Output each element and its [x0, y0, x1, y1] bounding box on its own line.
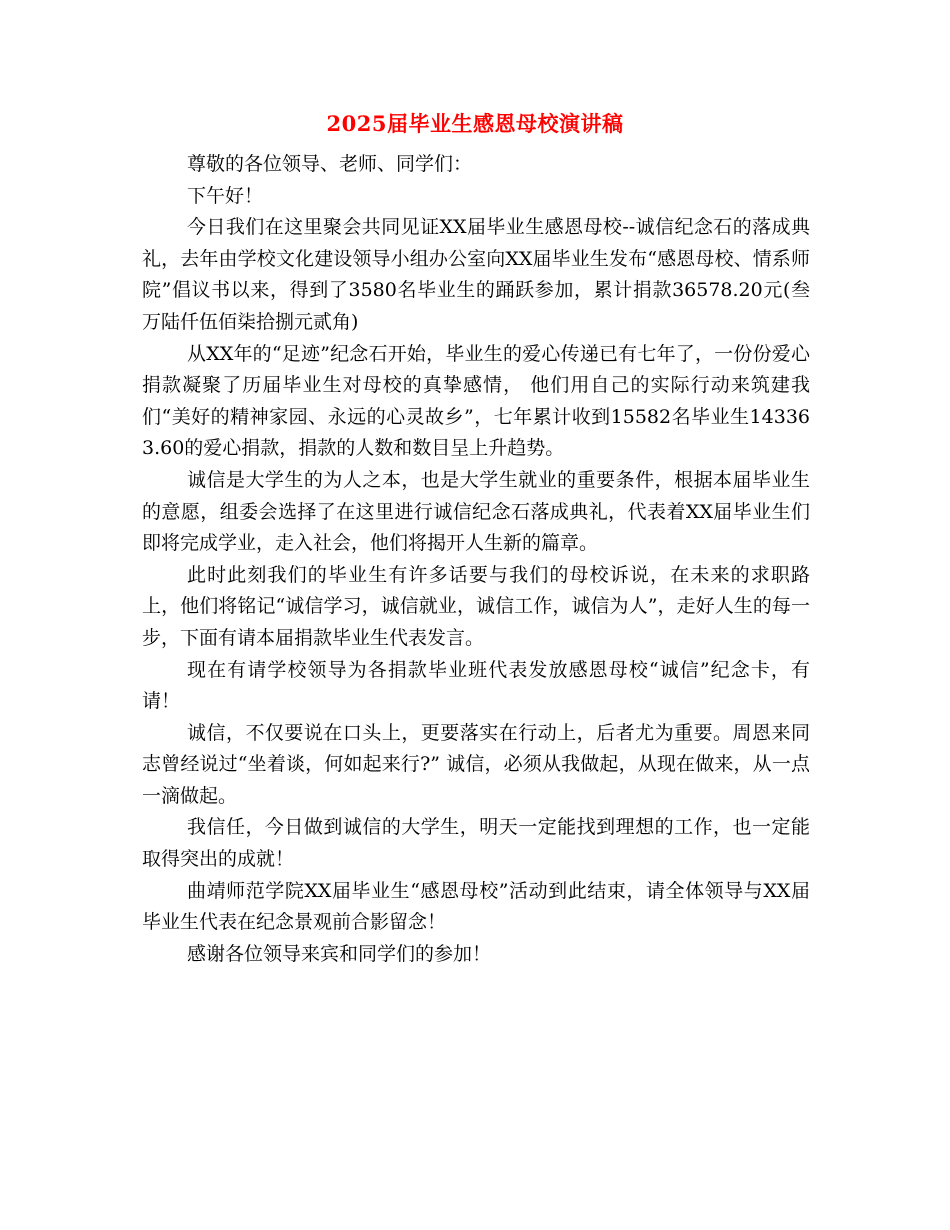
- paragraph-belief: 我信任，今日做到诚信的大学生，明天一定能找到理想的工作，也一定能取得突出的成就！: [142, 816, 810, 871]
- document-body: [142, 149, 810, 970]
- paragraph-ceremony-intro: 今日我们在这里聚会共同见证XX届毕业生感恩母校--诚信纪念石的落成典礼，去年由学校文化建设领导小组办公室向XX届毕业生发布“感恩母校、情系师院”倡议书以来，得到了3580名毕业生的踊跃参加，累计捐款36578.20元(叁万陆仟伍佰柒拾捌元贰角): [142, 216, 810, 333]
- paragraph-action: 诚信，不仅要说在口头上，更要落实在行动上，后者尤为重要。周恩来同志曾经说过“坐着谈，何如起来行?” 诚信，必须从我做起，从现在做来，从一点一滴做起。: [142, 721, 810, 807]
- paragraph-thanks: 感谢各位领导来宾和同学们的参加！: [187, 942, 492, 965]
- paragraph-integrity: 诚信是大学生的为人之本，也是大学生就业的重要条件，根据本届毕业生的意愿，组委会选择了在这里进行诚信纪念石落成典礼，代表着XX届毕业生们即将完成学业，走入社会，他们将揭开人生新的篇章。: [142, 468, 810, 555]
- paragraph-graduates: 此时此刻我们的毕业生有许多话要与我们的母校诉说，在未来的求职路上，他们将铭记“诚信学习，诚信就业，诚信工作，诚信为人”，走好人生的每一步，下面有请本届捐款毕业生代表发言。: [142, 563, 810, 649]
- paragraph-salutation: 尊敬的各位领导、老师、同学们：: [187, 153, 473, 175]
- paragraph-commemorative-card: 现在有请学校领导为各捐款毕业班代表发放感恩母校“诚信”纪念卡，有请！: [142, 658, 810, 713]
- paragraph-donation-history: 从XX年的“足迹”纪念石开始，毕业生的爱心传递已有七年了，一份份爱心捐款凝聚了历届毕业生对母校的真挚感情， 他们用自己的实际行动来筑建我们“美好的精神家园、永远的心灵故乡”，七年累计收到15582名毕业生143363.60的爱心捐款，捐款的人数和数目呈上升趋势。: [142, 342, 810, 460]
- paragraph-closing-event: 曲靖师范学院XX届毕业生“感恩母校”活动到此结束，请全体领导与XX届毕业生代表在纪念景观前合影留念！: [142, 879, 810, 934]
- document-title: 2025届毕业生感恩母校演讲稿: [326, 111, 624, 136]
- paragraph-greeting: 下午好！: [187, 184, 264, 207]
